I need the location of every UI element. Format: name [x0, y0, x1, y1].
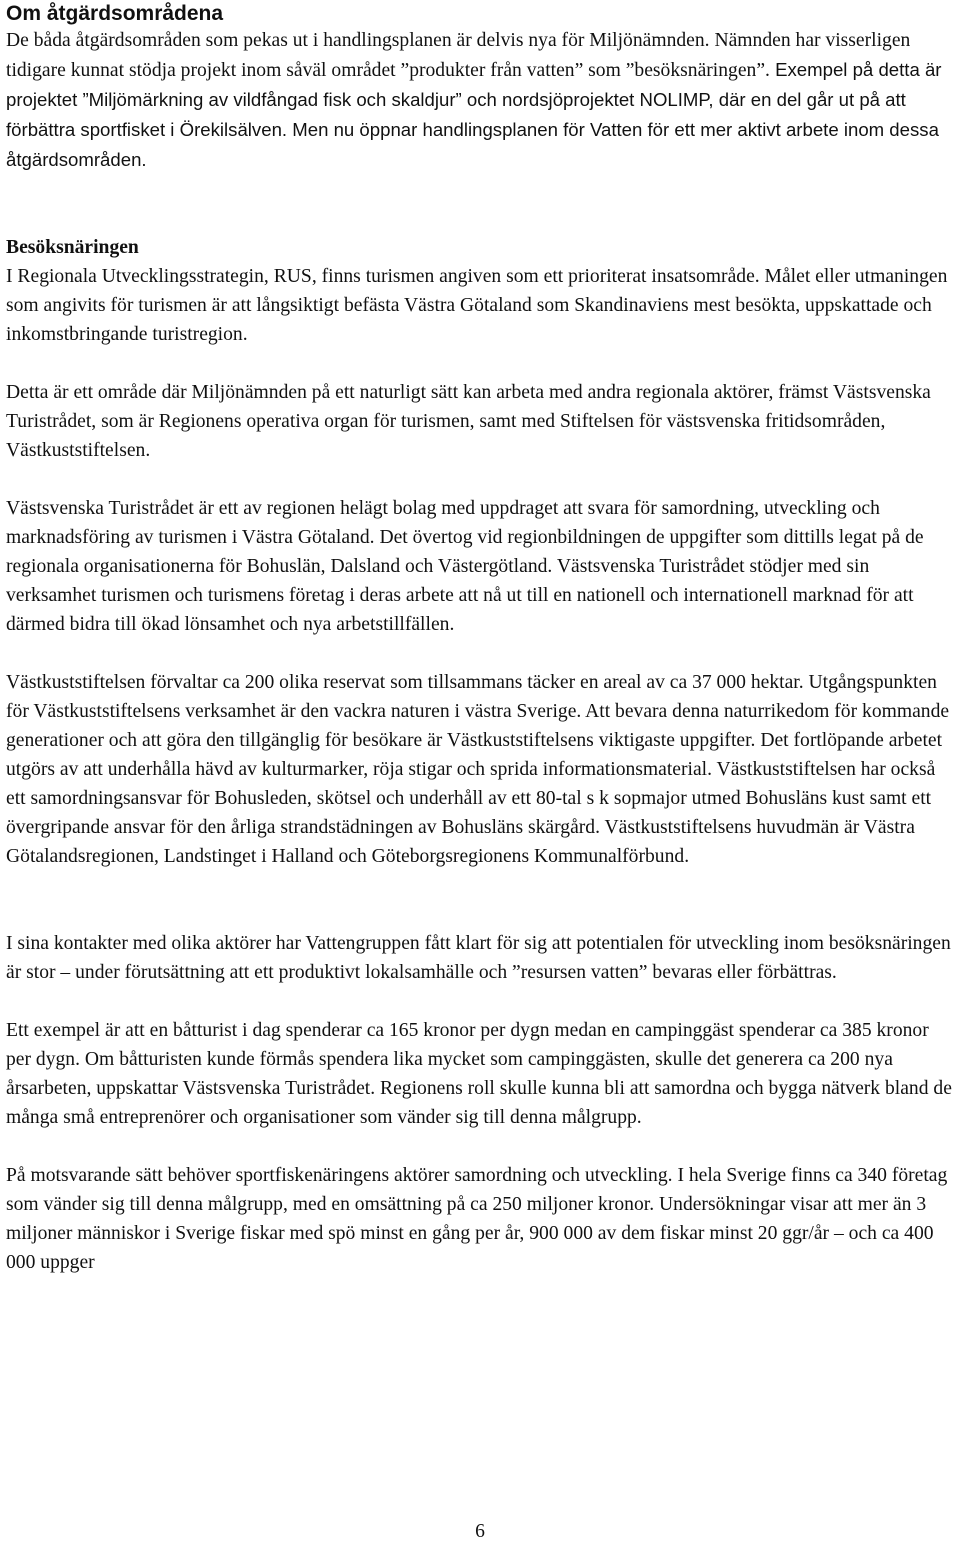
- paragraph-vastkuststiftelsen: Västkuststiftelsen förvaltar ca 200 olika reservat som tillsammans täcker en areal av ca 37 000 hektar. Utgångspunkten för Västkuststiftelsens verksamhet är den vackra naturen i västra Sverige. Att bevara denna naturrikedom för kommande generationer och att göra den tillgänglig för besökare är Västkuststiftelsens viktigaste uppgifter. Det fortlöpande arbetet utgörs av att underhålla hävd av kulturmarker, röja stigar och sprida informationsmaterial. Västkuststiftelsen har också ett samordningsansvar för Bohusleden, skötsel och underhåll av ett 80-tal s k sopmajor utmed Bohusläns kust samt ett övergripande ansvar för den årliga strandstädningen av Bohusläns skärgård. Västkuststiftelsens huvudmän är Västra Götalandsregionen, Landstinget i Halland och Göteborgsregionens Kommunalförbund.: [6, 672, 950, 867]
- section-heading-atgardsomradena: Om åtgärdsområdena: [6, 2, 224, 25]
- intro-paragraph-sans-part: Exempel på detta är projektet ”Miljömärkning av vildfångad fisk och skaldjur” och nordsjöprojektet NOLIMP, där en del går ut på att förbättra sportfisket i Örekilsälven. Men nu öppnar handlingsplanen för Vatten för ett mer aktivt arbete inom dessa åtgärdsområden.: [6, 59, 942, 170]
- intro-paragraph: [6, 26, 956, 175]
- paragraph-vattengruppen: I sina kontakter med olika aktörer har Vattengruppen fått klart för sig att potentialen för utveckling inom besöksnäringen är stor – under förutsättning att ett produktivt lokalsamhälle och ”resursen vatten” bevaras eller förbättras.: [6, 933, 951, 983]
- paragraph-turistradet: Västsvenska Turistrådet är ett av regionen helägt bolag med uppdraget att svara för samordning, utveckling och marknadsföring av turismen i Västra Götaland. Det övertog vid regionbildningen de uppgifter som dittills legat på de regionala organisationerna för Bohuslän, Dalsland och Västergötland. Västsvenska Turistrådet stödjer med sin verksamhet turismen och turismens företag i deras arbete att nå ut till en nationell och internationell marknad för att därmed bidra till ökad lönsamhet och nya arbetstillfällen.: [6, 498, 924, 635]
- paragraph-sportfiske: På motsvarande sätt behöver sportfiskenäringens aktörer samordning och utveckling. I hela Sverige finns ca 340 företag som vänder sig till denna målgrupp, med en omsättning på ca 250 miljoner kronor. Undersökningar visar att mer än 3 miljoner människor i Sverige fiskar med spö minst en gång per år, 900 000 av dem fiskar minst 20 ggr/år – och ca 400 000 uppger: [6, 1165, 948, 1273]
- paragraph-batturist: Ett exempel är att en båtturist i dag spenderar ca 165 kronor per dygn medan en campinggäst spenderar ca 385 kronor per dygn. Om båtturisten kunde förmås spendera lika mycket som campinggästen, skulle det generera ca 200 nya årsarbeten, uppskattar Västsvenska Turistrådet. Regionens roll skulle kunna bli att samordna och bygga nätverk bland de många små entreprenörer och organisationer som vänder sig till denna målgrupp.: [6, 1020, 952, 1128]
- section-heading-besoksnaringen: Besöksnäringen: [6, 237, 139, 258]
- document-page: [6, 0, 956, 1277]
- paragraph-miljonamnden: Detta är ett område där Miljönämnden på ett naturligt sätt kan arbeta med andra regionala aktörer, främst Västsvenska Turistrådet, som är Regionens operativa organ för turismen, samt med Stiftelsen för västsvenska fritidsområden, Västkuststiftelsen.: [6, 382, 931, 461]
- page-number: 6: [475, 1521, 485, 1542]
- paragraph-rus: I Regionala Utvecklingsstrategin, RUS, finns turismen angiven som ett prioriterat insatsområde. Målet eller utmaningen som angivits för turismen är att långsiktigt befästa Västra Götaland som Skandinaviens mest besökta, uppskattade och inkomstbringande turistregion.: [6, 266, 948, 345]
- intro-paragraph-serif-part: De båda åtgärdsområden som pekas ut i handlingsplanen är delvis nya för Miljönämnden. Nämnden har visserligen tidigare kunnat stödja projekt inom såväl området ”produkter från vatten” som ”besöksnäringen”.: [6, 30, 911, 81]
